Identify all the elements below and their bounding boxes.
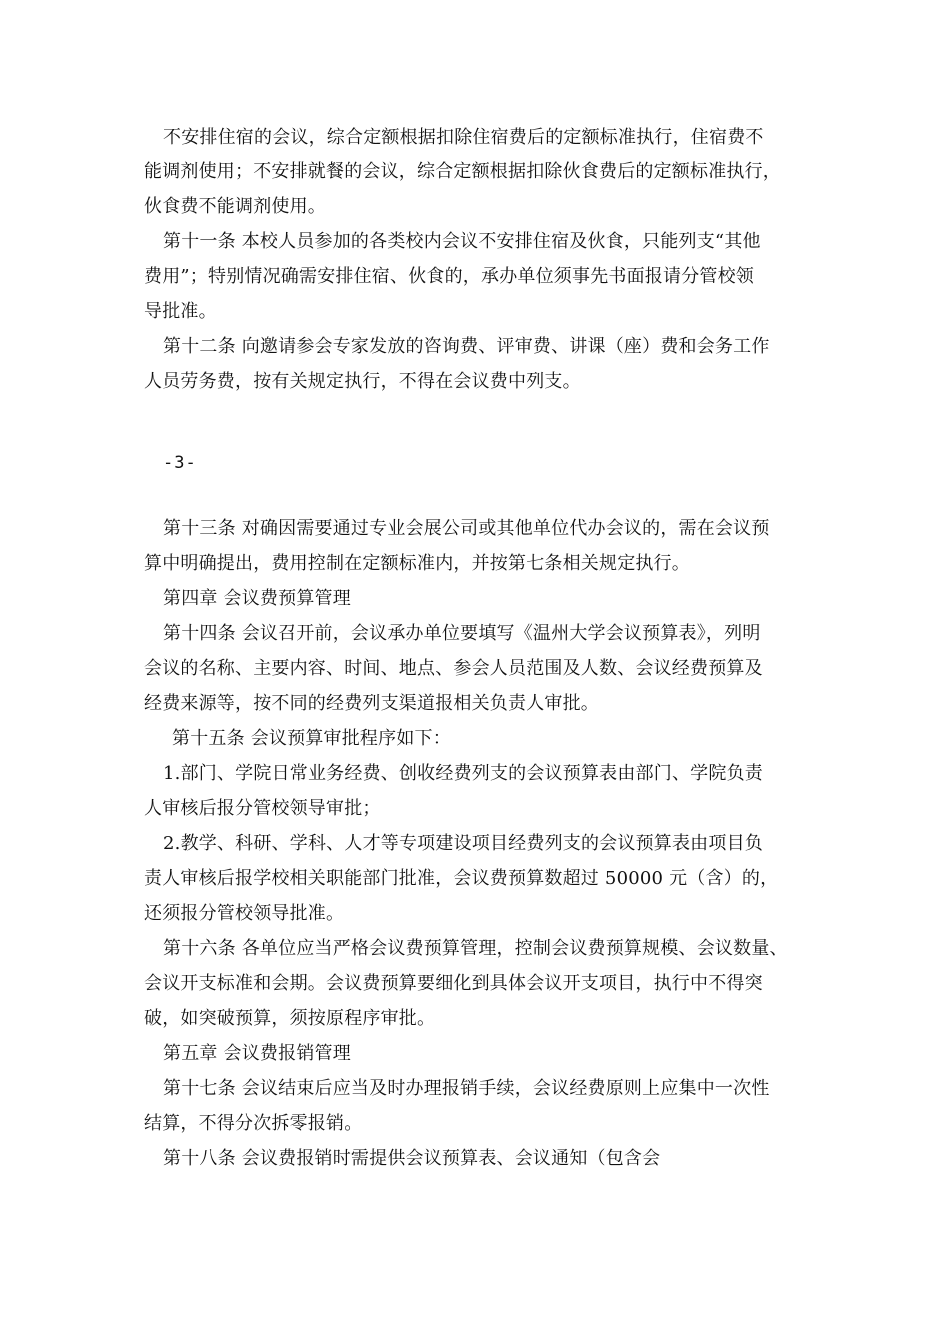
text-line: 能调剂使用；不安排就餐的会议，综合定额根据扣除伙食费后的定额标准执行， xyxy=(144,161,781,182)
text-line: 经费来源等，按不同的经费列支渠道报相关负责人审批。 xyxy=(144,693,599,714)
text-line: 第十三条 对确因需要通过专业会展公司或其他单位代办会议的，需在会议预 xyxy=(163,518,770,539)
text-line: 破，如突破预算，须按原程序审批。 xyxy=(144,1008,436,1029)
text-line: 结算，不得分次拆零报销。 xyxy=(144,1113,363,1134)
text-line: 会议的名称、主要内容、时间、地点、参会人员范围及人数、会议经费预算及 xyxy=(144,658,763,679)
text-line: 还须报分管校领导批准。 xyxy=(144,903,345,924)
text-line: 人员劳务费，按有关规定执行，不得在会议费中列支。 xyxy=(144,371,581,392)
chapter-heading: 第四章 会议费预算管理 xyxy=(163,588,351,609)
text-line: 费用”；特别情况确需安排住宿、伙食的，承办单位须事先书面报请分管校领 xyxy=(144,266,754,287)
text-line: 2.教学、科研、学科、人才等专项建设项目经费列支的会议预算表由项目负 xyxy=(163,833,763,854)
text-line: 第十一条 本校人员参加的各类校内会议不安排住宿及伙食，只能列支“其他 xyxy=(163,231,761,252)
text-line: 第十四条 会议召开前，会议承办单位要填写《温州大学会议预算表》，列明 xyxy=(163,623,761,644)
text-line: 第十八条 会议费报销时需提供会议预算表、会议通知（包含会 xyxy=(163,1148,661,1169)
text-line: 第十五条 会议预算审批程序如下： xyxy=(172,728,451,749)
text-line: 第十二条 向邀请参会专家发放的咨询费、评审费、讲课（座）费和会务工作 xyxy=(163,336,770,357)
text-line: 伙食费不能调剂使用。 xyxy=(144,196,326,217)
text-line: 导批准。 xyxy=(144,301,217,322)
text-line: 算中明确提出，费用控制在定额标准内，并按第七条相关规定执行。 xyxy=(144,553,690,574)
text-line: 不安排住宿的会议，综合定额根据扣除住宿费后的定额标准执行，住宿费不 xyxy=(163,127,764,148)
chapter-heading: 第五章 会议费报销管理 xyxy=(163,1043,351,1064)
text-line: 第十六条 各单位应当严格会议费预算管理，控制会议费预算规模、会议数量、 xyxy=(163,938,788,959)
text-line: 第十七条 会议结束后应当及时办理报销手续，会议经费原则上应集中一次性 xyxy=(163,1078,770,1099)
page-number: -3- xyxy=(163,453,197,473)
text-line: 责人审核后报学校相关职能部门批准，会议费预算数超过 50000 元（含）的， xyxy=(144,868,779,889)
text-line: 1.部门、学院日常业务经费、创收经费列支的会议预算表由部门、学院负责 xyxy=(163,763,763,784)
text-line: 人审核后报分管校领导审批； xyxy=(144,798,381,819)
text-line: 会议开支标准和会期。会议费预算要细化到具体会议开支项目，执行中不得突 xyxy=(144,973,763,994)
